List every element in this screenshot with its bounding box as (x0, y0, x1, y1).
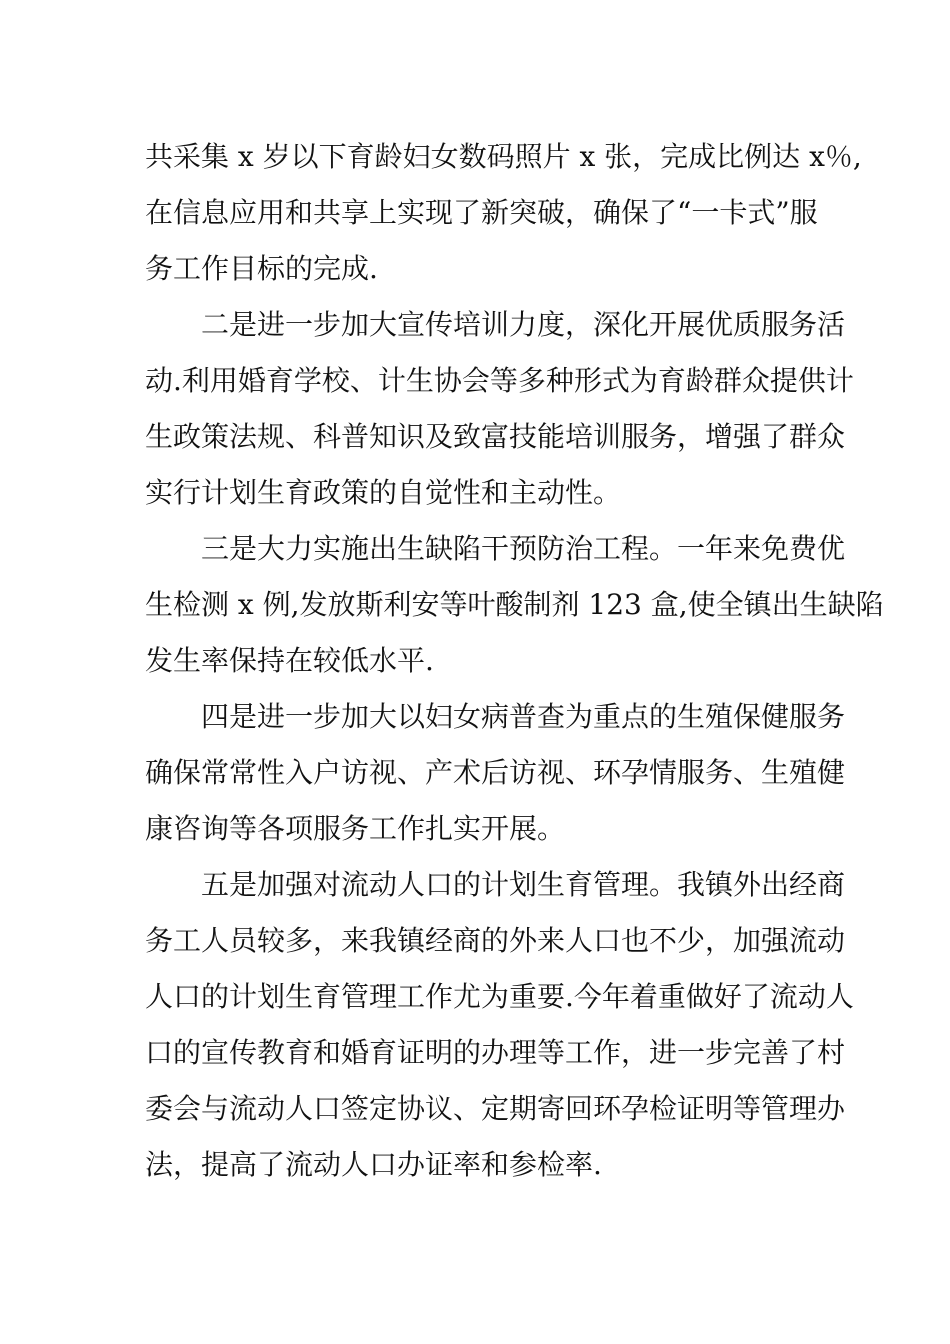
paragraph-2 (145, 297, 854, 521)
paragraph-line: 法，提高了流动人口办证率和参检率. (145, 1148, 602, 1181)
paragraph-line: 共采集 x 岁以下育龄妇女数码照片 x 张，完成比例达 x％, (145, 140, 862, 173)
paragraph-4 (145, 689, 846, 857)
paragraph-line: 委会与流动人口签定协议、定期寄回环孕检证明等管理办 (145, 1092, 846, 1125)
paragraph-line: 务工人员较多，来我镇经商的外来人口也不少，加强流动 (145, 924, 846, 957)
paragraph-line: 务工作目标的完成. (145, 252, 378, 285)
paragraph-3 (145, 521, 884, 689)
paragraph-line: 五是加强对流动人口的计划生育管理。我镇外出经商 (201, 868, 846, 901)
paragraph-line: 实行计划生育政策的自觉性和主动性。 (145, 476, 622, 509)
paragraph-line: 三是大力实施出生缺陷干预防治工程。一年来免费优 (201, 532, 846, 565)
paragraph-line: 四是进一步加大以妇女病普查为重点的生殖保健服务 (201, 700, 846, 733)
paragraph-line: 二是进一步加大宣传培训力度，深化开展优质服务活 (201, 308, 846, 341)
paragraph-line: 确保常常性入户访视、产术后访视、环孕情服务、生殖健 (145, 756, 846, 789)
paragraph-line: 在信息应用和共享上实现了新突破，确保了“一卡式”服 (145, 196, 818, 229)
paragraph-line: 发生率保持在较低水平. (145, 644, 434, 677)
paragraph-line: 口的宣传教育和婚育证明的办理等工作，进一步完善了村 (145, 1036, 846, 1069)
paragraph-5 (145, 857, 854, 1193)
document-body (145, 129, 884, 1193)
paragraph-line: 康咨询等各项服务工作扎实开展。 (145, 812, 566, 845)
paragraph-line: 动.利用婚育学校、计生协会等多种形式为育龄群众提供计 (145, 364, 854, 397)
paragraph-line: 生政策法规、科普知识及致富技能培训服务，增强了群众 (145, 420, 846, 453)
paragraph-line: 生检测 x 例,发放斯利安等叶酸制剂 123 盒,使全镇出生缺陷 (145, 588, 884, 621)
paragraph-1 (145, 129, 862, 297)
paragraph-line: 人口的计划生育管理工作尤为重要.今年着重做好了流动人 (145, 980, 854, 1013)
